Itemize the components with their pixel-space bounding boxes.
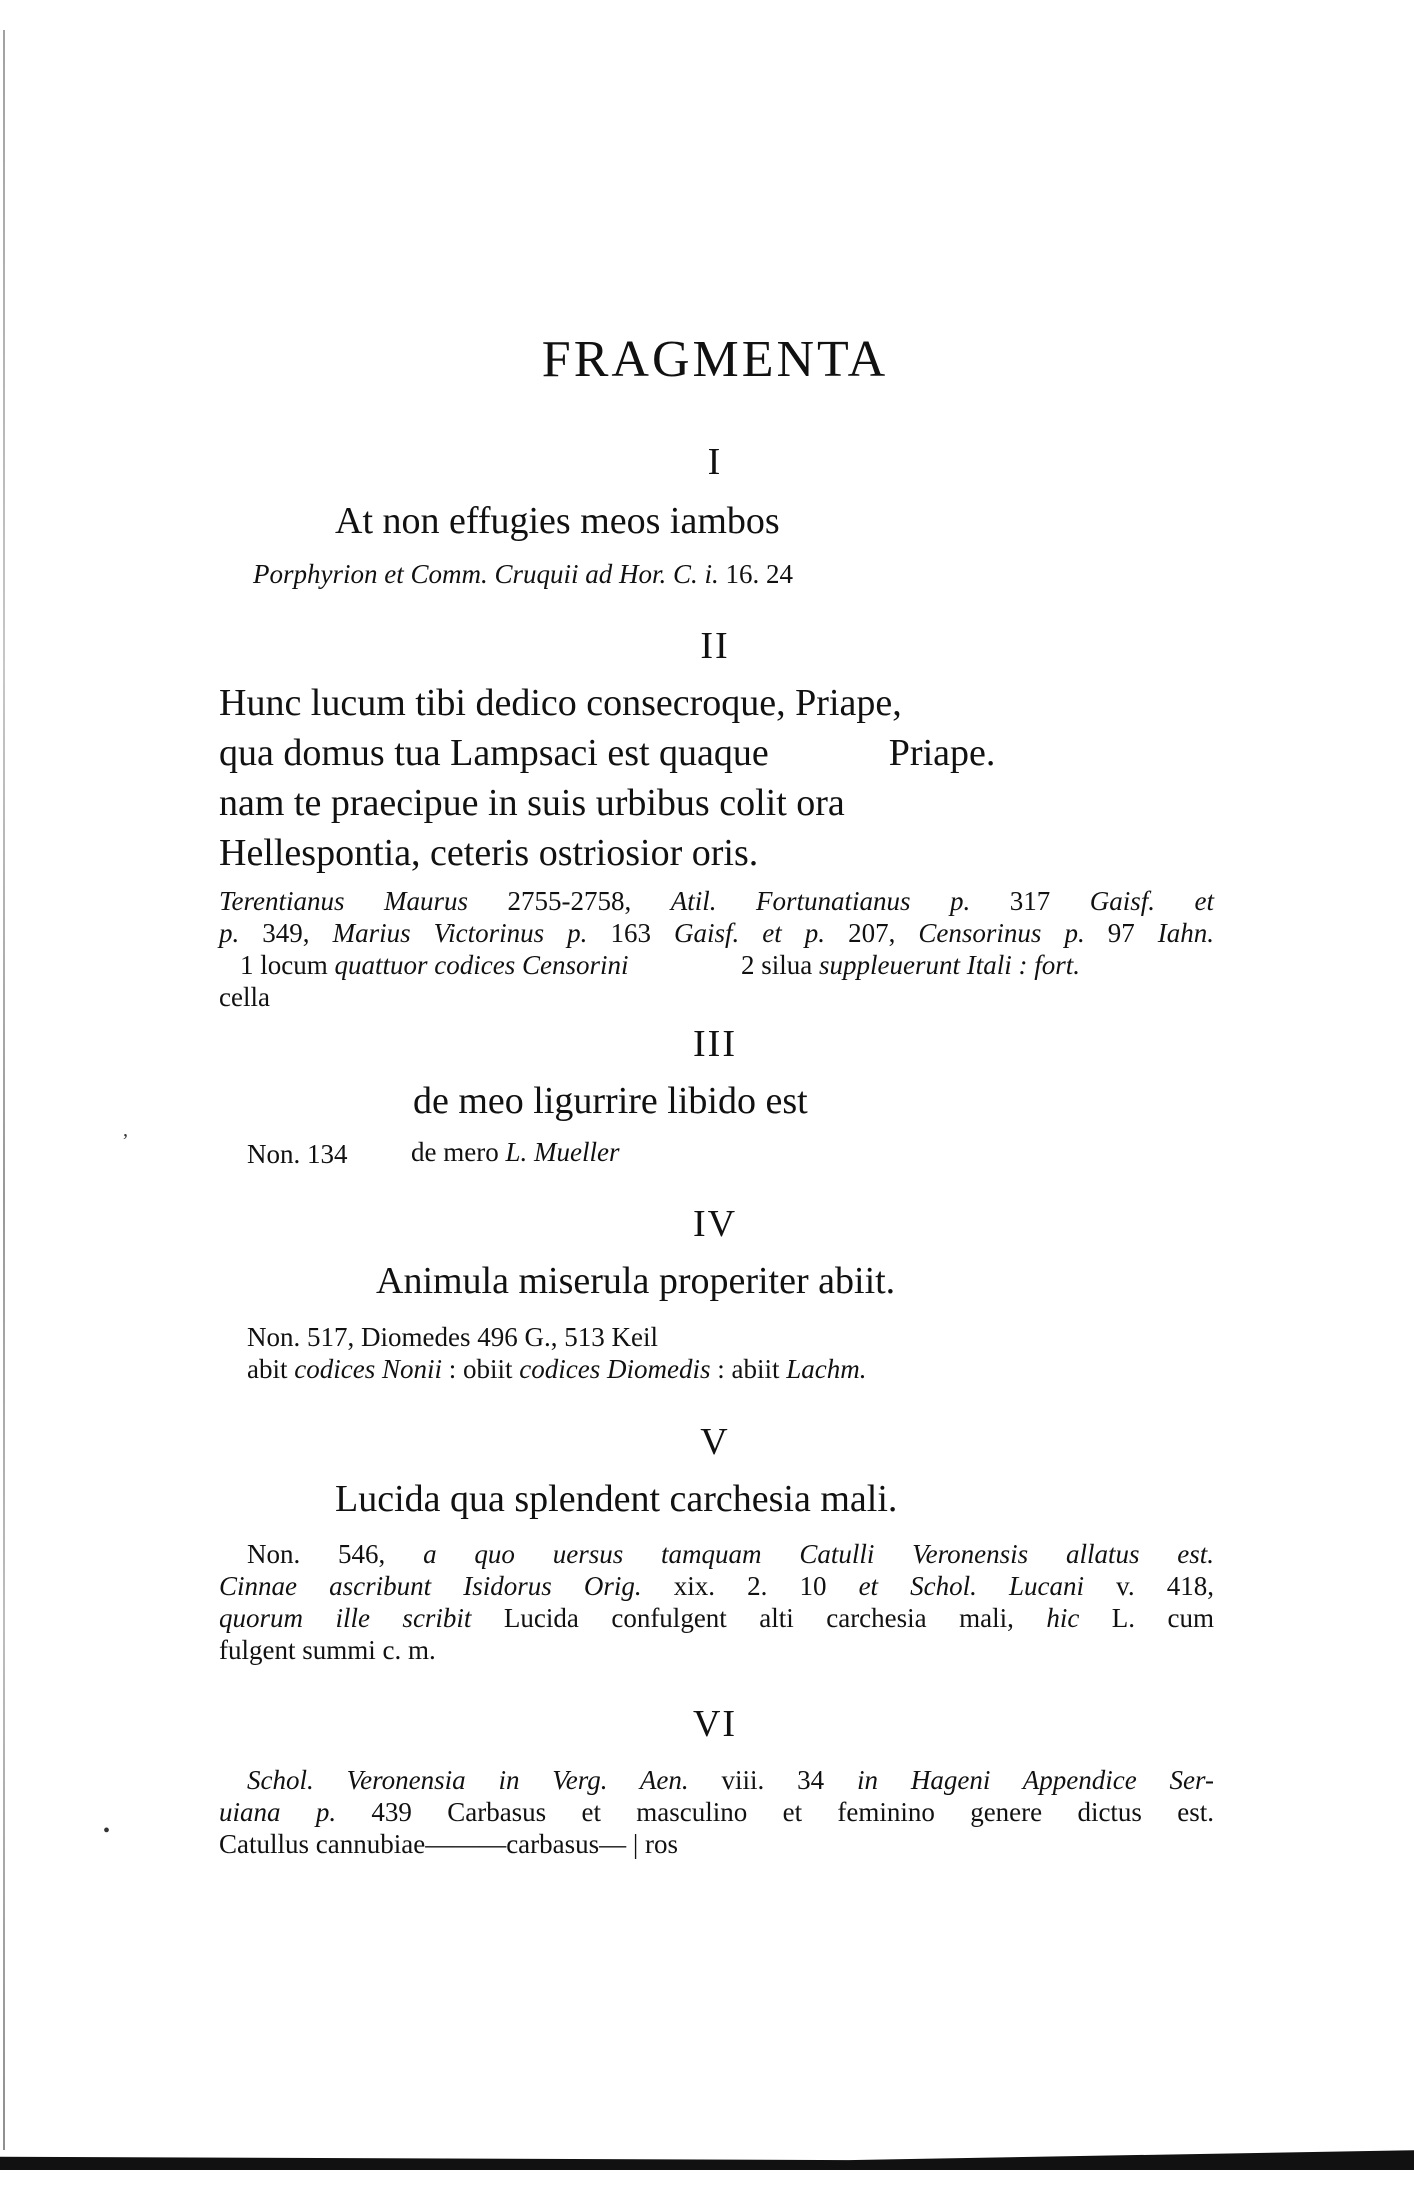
source-note: Catullus cannubiae———carbasus— | ros bbox=[219, 1829, 679, 1859]
note-line bbox=[219, 1602, 1214, 1634]
note-plain: 1 locum bbox=[240, 950, 335, 980]
source-note bbox=[219, 1570, 1214, 1602]
note-italic: codices Nonii bbox=[294, 1354, 442, 1384]
note-plain: de mero bbox=[411, 1137, 506, 1167]
source-note bbox=[247, 1538, 1214, 1570]
note-italic: Schol. Veronensia in Verg. Aen. bbox=[247, 1765, 689, 1795]
note-italic: p. bbox=[219, 918, 240, 948]
note-line bbox=[219, 917, 1214, 949]
margin-mark: ’ bbox=[122, 1130, 129, 1152]
note-italic: in Hageni Appendice Ser- bbox=[857, 1765, 1214, 1795]
note-plain: 2755-2758, bbox=[468, 886, 671, 916]
note-plain: 207, bbox=[825, 918, 919, 948]
verse-line: nam te praecipue in suis urbibus colit ora bbox=[219, 782, 845, 824]
source-note: fulgent summi c. m. bbox=[219, 1635, 436, 1665]
source-note bbox=[219, 885, 1214, 917]
note-plain: 317 bbox=[970, 886, 1090, 916]
note-italic: Gaisf. et p. bbox=[673, 918, 826, 948]
verse-line: de meo ligurrire libido est bbox=[413, 1080, 808, 1122]
note-plain: Non. 546, bbox=[247, 1539, 424, 1569]
note-italic: Terentianus Maurus bbox=[219, 886, 469, 916]
section-numeral-i: I bbox=[707, 441, 723, 483]
source-italic: Porphyrion et Comm. Cruquii ad Hor. C. i. bbox=[253, 559, 719, 589]
section-numeral-ii: II bbox=[700, 625, 730, 667]
apparatus-note bbox=[247, 1353, 866, 1385]
note-italic: L. Mueller bbox=[505, 1137, 620, 1167]
note-italic: codices Diomedis bbox=[519, 1354, 711, 1384]
apparatus-note bbox=[741, 949, 1080, 981]
note-plain: : obiit bbox=[441, 1354, 520, 1384]
note-italic: Censorinus p. bbox=[918, 918, 1085, 948]
note-italic: quattuor codices Censorini bbox=[334, 950, 629, 980]
page-title: FRAGMENTA bbox=[541, 331, 889, 388]
note-italic: uiana p. bbox=[219, 1797, 337, 1827]
verse-text: qua domus tua Lampsaci est quaque bbox=[219, 732, 769, 774]
note-plain: abit bbox=[247, 1354, 295, 1384]
note-plain: viii. 34 bbox=[688, 1765, 858, 1795]
section-numeral-iv: IV bbox=[692, 1203, 738, 1245]
note-line bbox=[247, 1538, 1214, 1570]
note-plain: Lucida confulgent alti carchesia mali, bbox=[471, 1603, 1047, 1633]
source-note: Non. 134 bbox=[247, 1139, 348, 1169]
note-italic: Atil. Fortunatianus p. bbox=[670, 886, 971, 916]
note-line bbox=[219, 1570, 1214, 1602]
note-line bbox=[247, 1764, 1214, 1796]
verse-line bbox=[219, 728, 995, 778]
note-plain: : abiit bbox=[710, 1354, 787, 1384]
note-plain: 163 bbox=[587, 918, 674, 948]
note-italic: et Schol. Lucani bbox=[858, 1571, 1085, 1601]
source-plain: 16. 24 bbox=[718, 559, 794, 589]
note-italic: suppleuerunt Itali : fort. bbox=[819, 950, 1080, 980]
note-italic: Lachm. bbox=[786, 1354, 867, 1384]
note-plain: L. cum bbox=[1079, 1603, 1214, 1633]
note-italic: Gaisf. et bbox=[1089, 886, 1215, 916]
note-plain: xix. 2. 10 bbox=[641, 1571, 859, 1601]
note-plain: 2 silua bbox=[741, 950, 819, 980]
source-note bbox=[219, 917, 1214, 949]
note-italic: a quo uersus tamquam Catulli Veronensis allatus est. bbox=[423, 1539, 1214, 1569]
note-plain: v. 418, bbox=[1084, 1571, 1214, 1601]
verse-line: Hunc lucum tibi dedico consecroque, Priape, bbox=[219, 682, 902, 724]
section-numeral-iii: III bbox=[693, 1023, 737, 1065]
margin-mark: • bbox=[103, 1820, 111, 1842]
verse-line: At non effugies meos iambos bbox=[335, 500, 780, 542]
apparatus-note: cella bbox=[219, 982, 270, 1012]
note-italic: Marius Victorinus p. bbox=[332, 918, 588, 948]
source-note bbox=[247, 1764, 1214, 1796]
apparatus-note bbox=[411, 1136, 619, 1168]
bottom-edge-shadow bbox=[0, 2148, 1414, 2170]
note-italic: Cinnae ascribunt Isidorus Orig. bbox=[219, 1571, 642, 1601]
note-italic: Iahn. bbox=[1157, 918, 1215, 948]
section-numeral-v: V bbox=[700, 1421, 730, 1463]
verse-line: Hellespontia, ceteris ostriosior oris. bbox=[219, 832, 759, 874]
note-line bbox=[219, 1796, 1214, 1828]
note-plain: 97 bbox=[1084, 918, 1158, 948]
note-plain: 349, bbox=[239, 918, 333, 948]
verse-line: Animula miserula properiter abiit. bbox=[376, 1260, 896, 1302]
apparatus-note bbox=[240, 949, 628, 981]
source-note: Non. 517, Diomedes 496 G., 513 Keil bbox=[247, 1322, 658, 1352]
source-note bbox=[219, 1796, 1214, 1828]
note-plain: 439 Carbasus et masculino et feminino genere dictus est. bbox=[336, 1797, 1214, 1827]
verse-text: Priape. bbox=[888, 732, 996, 774]
source-note bbox=[219, 1602, 1214, 1634]
note-italic: hic bbox=[1046, 1603, 1080, 1633]
note-line bbox=[219, 885, 1214, 917]
section-numeral-vi: VI bbox=[692, 1703, 738, 1745]
verse-line: Lucida qua splendent carchesia mali. bbox=[335, 1478, 898, 1520]
note-italic: quorum ille scribit bbox=[219, 1603, 472, 1633]
source-note bbox=[253, 558, 793, 590]
